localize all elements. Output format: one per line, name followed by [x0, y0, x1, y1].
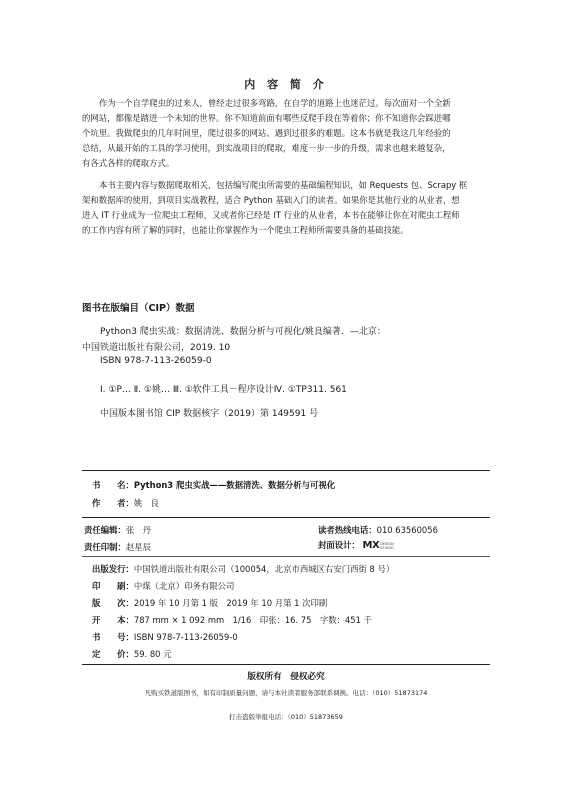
publisher-row — [92, 563, 394, 575]
format-label: 开 本： — [92, 615, 134, 625]
cip-line-3: ISBN 978-7-113-26059-0 — [100, 356, 212, 366]
hotline-row — [318, 524, 438, 536]
intro-line: 的工作内容有所了解的同时，也能让你掌握作为一个爬虫工程师所需要具备的基础技能。 — [82, 225, 409, 235]
publisher-label: 出版发行： — [92, 564, 134, 574]
format-row — [92, 614, 372, 626]
cip-line-4: Ⅰ. ①P… Ⅱ. ①姚… Ⅲ. ①软件工具－程序设计Ⅳ. ①TP311. 561 — [100, 385, 347, 395]
cover-design-label: 封面设计： — [318, 540, 360, 550]
intro-line: 架和数据库的使用，到项目实战教程，适合 Python 基础入门的读者。如果你是其他行业的从业者，想 — [82, 195, 460, 205]
intro-line: 作为一个自学爬虫的过来人，曾经走过很多弯路，在自学的道路上也迷茫过。每次面对一个全新 — [99, 98, 451, 108]
hotline-value: 010 63560056 — [376, 525, 438, 535]
isbn-label: 书 号： — [92, 632, 134, 642]
logo-subtext — [380, 542, 394, 550]
section-title: 内 容 简 介 — [244, 78, 328, 91]
printer-label: 印 刷： — [92, 581, 134, 591]
intro-paragraph-2 — [82, 178, 490, 238]
editor-value: 张 丹 — [125, 525, 151, 535]
edition-label: 版 次： — [92, 598, 134, 608]
cip-line-5: 中国版本图书馆 CIP 数据核字（2019）第 149591 号 — [100, 409, 319, 419]
divider-lower — [82, 556, 490, 557]
intro-line: 进入 IT 行业成为一位爬虫工程师，又或者你已经是 IT 行业的从业者，本书在能够让你在对爬虫工程师 — [82, 210, 460, 220]
author-label: 作 者： — [92, 498, 134, 508]
edition-value: 2019 年 10 月第 1 版 2019 年 10 月第 1 次印刷 — [133, 598, 328, 608]
cip-line-1: Python3 爬虫实战：数据清洗、数据分析与可视化/姚良编著．—北京： — [100, 327, 386, 337]
design-studio-logo — [363, 540, 394, 551]
editor-label: 责任编辑： — [84, 525, 126, 535]
rights-line-2: 打击盗版举报电话：（010）51873659 — [229, 713, 343, 721]
publisher-value: 中国铁道出版社有限公司（100054，北京市西城区右安门西街 8 号） — [133, 564, 395, 574]
printer-row — [92, 580, 234, 592]
book-title-row — [92, 479, 335, 491]
edition-row — [92, 597, 327, 609]
format-value: 787 mm × 1 092 mm 1/16 印张：16. 75 字数：451 千 — [133, 615, 372, 625]
logo-mark: MX — [362, 540, 380, 551]
book-title-value: Python3 爬虫实战——数据清洗、数据分析与可视化 — [133, 480, 336, 490]
price-label: 定 价： — [92, 649, 134, 659]
editor-row — [84, 524, 151, 536]
divider-bottom — [82, 664, 490, 665]
logo-subtext-line: STUDIO — [380, 545, 394, 550]
intro-line: 总结，从最开始的工具的学习使用，到实战项目的爬取，难度一步一步的升级，需求也越来越复杂， — [82, 143, 451, 153]
hotline-label: 读者热线电话： — [318, 525, 377, 535]
divider-middle — [82, 517, 490, 518]
cip-heading: 图书在版编目（CIP）数据 — [82, 303, 195, 314]
author-row — [92, 497, 159, 509]
isbn-row — [92, 631, 238, 643]
rights-title: 版权所有 侵权必究 — [247, 672, 325, 682]
price-row — [92, 648, 172, 660]
author-value: 姚 良 — [133, 498, 159, 508]
intro-paragraph-1 — [82, 96, 490, 171]
print-supervisor-value: 赵星辰 — [125, 542, 151, 552]
book-title-label: 书 名： — [92, 480, 134, 490]
intro-line: 个坑里。我做爬虫的几年时间里，爬过很多的网站、遇到过很多的难题。这本书就是我这几年经验的 — [82, 128, 451, 138]
price-value: 59. 80 元 — [133, 649, 172, 659]
intro-line: 本书主要内容与数据爬取相关，包括编写爬虫所需要的基础编程知识，如 Requests 包、Scrapy 框 — [99, 180, 468, 190]
intro-line: 的网站，都像是踏进一个未知的世界。你不知道前面有哪些反爬手段在等着你；你不知道你会踩进哪 — [82, 113, 451, 123]
printer-value: 中煤（北京）印务有限公司 — [133, 581, 235, 591]
logo-subtext-line: DESIGN — [380, 541, 394, 546]
divider-top — [82, 470, 490, 471]
print-supervisor-label: 责任印制： — [84, 542, 126, 552]
isbn-value: ISBN 978-7-113-26059-0 — [133, 632, 238, 642]
rights-line-1: 凡购买铁道版图书，如有印制质量问题，请与本社读者服务部联系调换。电话：（010）51873174 — [144, 689, 428, 697]
cip-line-2: 中国铁道出版社有限公司，2019. 10 — [82, 343, 231, 353]
cover-design-row — [318, 539, 394, 551]
print-supervisor-row — [84, 541, 151, 553]
intro-line: 有各式各样的爬取方式。 — [82, 158, 175, 168]
